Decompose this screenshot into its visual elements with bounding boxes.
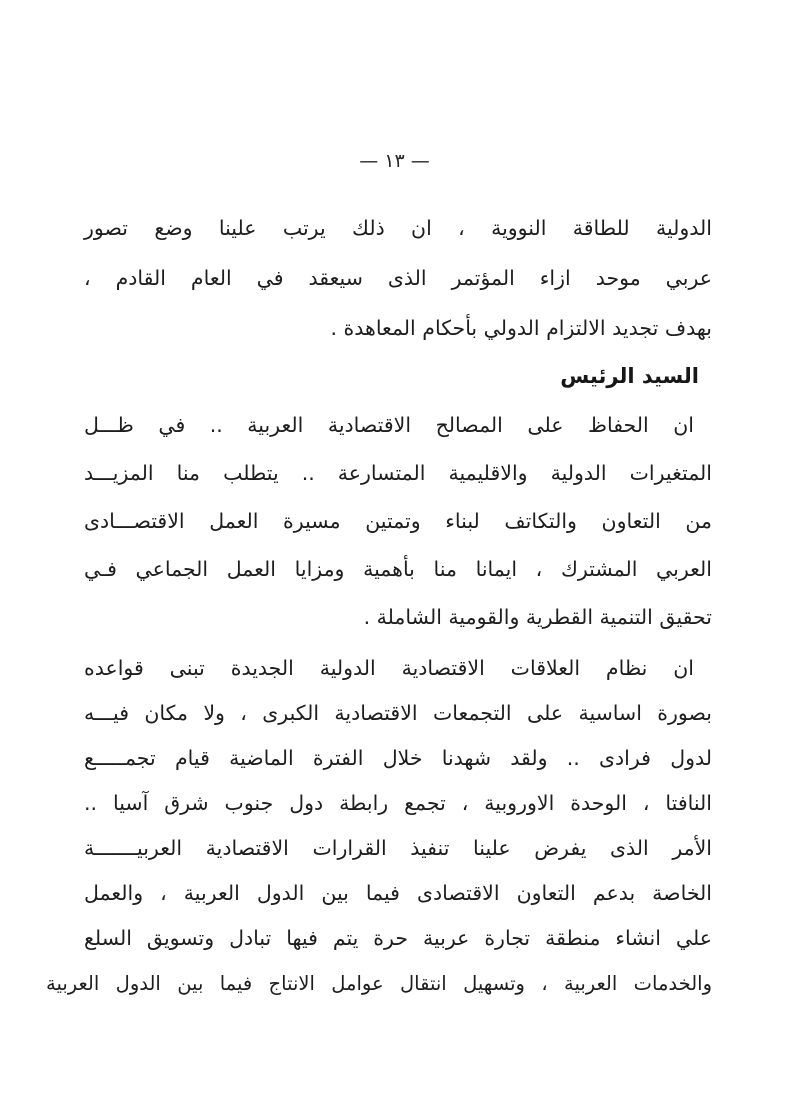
text-line: والخدمات العربية ، وتسهيل انتقال عوامل الانتاج فيما بين الدول العربية: [46, 972, 712, 995]
paragraph-economic-interests: [84, 401, 712, 641]
text-line: الخاصة بدعم التعاون الاقتصادى فيما بين الدول العربية ، والعمل: [84, 881, 712, 905]
text-line: ان الحفاظ على المصالح الاقتصادية العربية .. في ظـــل: [84, 413, 694, 437]
paragraph-economic-blocs: [46, 646, 712, 1006]
text-line: لدول فرادى .. ولقد شهدنا خلال الفترة الماضية قيام تجمـــــع: [84, 746, 712, 770]
text-line: من التعاون والتكاتف لبناء وتمتين مسيرة العمل الاقتصـــادى: [84, 509, 712, 533]
page-number: — ١٣ —: [359, 150, 430, 172]
paragraph-treaty: [84, 203, 712, 353]
text-line: بصورة اساسية على التجمعات الاقتصادية الكبرى ، ولا مكان فيـــه: [84, 701, 712, 725]
text-line: المتغيرات الدولية والاقليمية المتسارعة .. يتطلب منا المزيـــد: [84, 461, 712, 485]
section-heading-mr-president: السيد الرئيس: [560, 364, 699, 388]
text-line: ان نظام العلاقات الاقتصادية الدولية الجديدة تبنى قواعده: [84, 656, 694, 680]
text-line: تحقيق التنمية القطرية والقومية الشاملة .: [363, 605, 712, 629]
text-line: الدولية للطاقة النووية ، ان ذلك يرتب علينا وضع تصور: [84, 216, 712, 240]
text-line: علي انشاء منطقة تجارة عربية حرة يتم فيها تبادل وتسويق السلع: [84, 926, 712, 950]
text-line: النافتا ، الوحدة الاوروبية ، تجمع رابطة دول جنوب شرق آسيا ..: [84, 791, 712, 815]
text-line: الأمر الذى يفرض علينا تنفيذ القرارات الاقتصادية العربيـــــــة: [84, 836, 712, 860]
text-line: عربي موحد ازاء المؤتمر الذى سيعقد في العام القادم ،: [84, 266, 712, 290]
text-line: العربي المشترك ، ايمانا منا بأهمية ومزايا العمل الجماعي فـي: [84, 557, 712, 581]
text-line: بهدف تجديد الالتزام الدولي بأحكام المعاهدة .: [330, 316, 712, 340]
